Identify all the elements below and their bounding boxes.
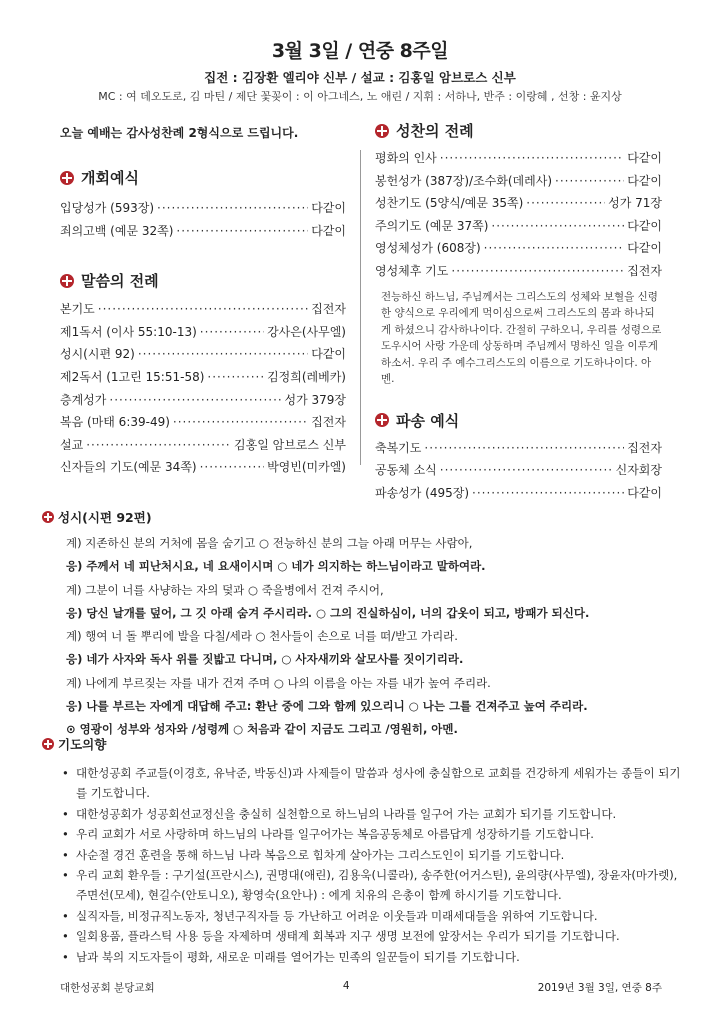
eucharist-list (375, 147, 662, 283)
verse-line: 계) 지존하신 분의 거처에 몸을 숨기고 ○ 전능하신 분의 그늘 아래 머무는 사람아, (66, 536, 473, 550)
list-item (375, 170, 662, 193)
page-title: 3월 3일 / 연중 8주일 (271, 40, 449, 62)
cross-icon (42, 511, 54, 523)
page-number: 4 (342, 980, 350, 992)
item-label: 영성체성가 (608장) (375, 241, 481, 256)
item-value: 강사은(사무엘) (267, 324, 346, 339)
item-label: 파송성가 (495장) (375, 485, 470, 500)
leader-dots (98, 298, 308, 321)
item-label: 복음 (마태 6:39-49) (60, 415, 170, 430)
psalm-section (42, 508, 682, 742)
verse-line: 계) 나에게 부르짖는 자를 내가 건져 주며 ○ 나의 이름을 아는 자를 내가 높여 주리라. (66, 675, 491, 690)
cross-icon (375, 413, 389, 427)
item-label: 공동체 소식 (375, 463, 437, 478)
verse-line: 계) 그분이 너를 사냥하는 자의 덫과 ○ 죽을병에서 건져 주시어, (66, 582, 384, 597)
list-item: • 일회용품, 플라스틱 사용 등을 자제하며 생태계 회복과 지구 생명 보전에 앞장서는 우리가 되기를 기도합니다. (60, 926, 682, 946)
intentions-list (42, 763, 682, 967)
roles-line: MC : 여 데오도로, 김 마틴 / 제단 꽃꽂이 : 이 아그네스, 노 애린 / 지휘 : 서하나, 반주 : 이랑혜 , 선창 : 윤지상 (98, 90, 622, 103)
list-item (375, 237, 662, 260)
left-column (60, 120, 346, 479)
item-label: 평화의 인사 (375, 151, 437, 165)
item-value: 다같이 (311, 201, 346, 215)
leader-dots (472, 482, 624, 505)
leader-dots (157, 197, 308, 220)
section-dismissal-heading (375, 410, 662, 431)
leader-dots (491, 215, 624, 238)
item-value: 김홍일 암브로스 신부 (234, 437, 346, 452)
list-item (375, 459, 662, 482)
list-item (60, 389, 346, 412)
leader-dots (440, 147, 624, 170)
section-heading-label: 기도의향 (58, 737, 107, 752)
item-value: 다같이 (627, 241, 662, 256)
item-value: 박영빈(미카엘) (267, 460, 346, 475)
item-value: 다같이 (627, 218, 662, 233)
item-value: 김정희(레베카) (267, 369, 346, 384)
leader-dots (555, 170, 624, 193)
footer-date: 2019년 3월 3일, 연중 8주 (537, 982, 662, 994)
item-value: 집전자 (627, 263, 662, 278)
leader-dots (109, 389, 281, 412)
item-label: 성시(시편 92) (60, 347, 135, 362)
section-heading-label: 성찬의 전례 (396, 122, 474, 140)
list-item (60, 321, 346, 344)
intentions-section (42, 735, 682, 967)
cross-icon (42, 738, 54, 750)
intentions-heading (42, 735, 682, 753)
list-item (60, 343, 346, 366)
list-item: • 우리 교회가 서로 사랑하며 하느님의 나라를 일구어가는 복음공동체로 아름답게 성장하기를 기도합니다. (60, 824, 682, 844)
item-value: 집전자 (311, 302, 346, 317)
page-footer (60, 980, 662, 995)
intro-text: 오늘 예배는 감사성찬례 2형식으로 드립니다. (60, 126, 299, 140)
leader-dots (176, 220, 308, 243)
verse-line: ⊙ 영광이 성부와 성자와 /성령께 ○ 처음과 같이 지금도 그리고 /영원히, 아멘. (66, 722, 458, 737)
list-item: • 우리 교회 환우들 : 구기설(프란시스), 권명대(애린), 김용욱(니콜라), 송주한(어거스틴), 윤의량(사무엘), 장윤자(마가렛), 주면선(모세), 현길수(안토니오), 황영숙(요안나) : 에게 치유의 은총이 함께 하시기를 기도합니다. (60, 865, 682, 906)
verse-line: 응) 주께서 네 피난처시요, 네 요새이시며 ○ 네가 의지하는 하느님이라고 말하여라. (66, 559, 486, 574)
opening-list (60, 197, 346, 242)
item-value: 집전자 (627, 440, 662, 455)
leader-dots (200, 456, 264, 479)
dismissal-list (375, 437, 662, 505)
item-label: 제2독서 (1고린 15:51-58) (60, 369, 205, 384)
list-item: • 남과 북의 지도자들이 평화, 새로운 미래를 열어가는 민족의 일꾼들이 되기를 기도합니다. (60, 947, 682, 967)
word-list (60, 298, 346, 479)
item-value: 다같이 (311, 223, 346, 238)
list-item (375, 260, 662, 283)
cross-icon (375, 124, 389, 138)
verse-line: 응) 네가 사자와 독사 위를 짓밟고 다니며, ○ 사자새끼와 살모사를 짓이기리라. (66, 652, 464, 667)
item-value: 신자회장 (615, 463, 662, 478)
list-item (60, 366, 346, 389)
section-opening-heading (60, 167, 346, 188)
list-item (375, 437, 662, 460)
section-heading-label: 파송 예식 (396, 411, 460, 430)
item-value: 다같이 (627, 485, 662, 500)
cross-icon (60, 274, 74, 288)
cross-icon (60, 171, 74, 185)
item-label: 죄의고백 (예문 32쪽) (60, 223, 174, 238)
list-item: • 대한성공회가 성공회선교정신을 충실히 실천함으로 하느님의 나라를 일구어 가는 교회가 되기를 기도합니다. (60, 804, 682, 824)
item-label: 설교 (60, 437, 84, 452)
item-value: 다같이 (627, 151, 662, 165)
item-label: 층계성가 (60, 392, 107, 407)
leader-dots (200, 321, 264, 344)
list-item (375, 482, 662, 505)
psalm-verses (42, 532, 682, 742)
item-label: 봉헌성가 (387장)/조수화(데레사) (375, 173, 553, 188)
list-item (60, 220, 346, 243)
item-value: 다같이 (627, 173, 662, 188)
leader-dots (451, 260, 624, 283)
leader-dots (424, 437, 624, 460)
column-divider (360, 150, 361, 465)
verse-line: 응) 당신 날개를 덮어, 그 깃 아래 숨겨 주시리라. ○ 그의 진실하심이, 너의 갑옷이 되고, 방패가 되신다. (66, 605, 590, 620)
item-label: 본기도 (60, 302, 95, 317)
leader-dots (86, 434, 231, 457)
section-eucharist-heading (375, 120, 662, 141)
item-label: 제1독서 (이사 55:10-13) (60, 324, 197, 339)
right-column (375, 120, 662, 504)
footer-church-name: 대한성공회 분당교회 (60, 982, 155, 994)
leader-dots (526, 192, 605, 215)
leader-dots (173, 411, 308, 434)
leader-dots (138, 343, 308, 366)
list-item: • 사순절 경건 훈련을 통해 하느님 나라 복음으로 힘차게 살아가는 그리스도인이 되기를 기도합니다. (60, 845, 682, 865)
section-word-heading (60, 270, 346, 291)
section-heading-label: 개회예식 (81, 169, 139, 187)
item-label: 주의기도 (예문 37쪽) (375, 218, 489, 233)
list-item: • 실직자들, 비정규직노동자, 청년구직자들 등 가난하고 어려운 이웃들과 미래세대들을 위하여 기도합니다. (60, 906, 682, 926)
list-item (375, 215, 662, 238)
post-communion-prayer: 전능하신 하느님, 주님께서는 그리스도의 성체와 보혈을 신령한 양식으로 우리에게 먹이심으로써 그리스도의 몸과 하나되게 하셨으니 감사하나이다. 간절히 구하오니, 우리를 성령으로 도우시어 사랑 가운데 상동하며 주님께서 명하신 일을 이루게 하소서. 우리 주 예수그리스도의 이름으로 기도하나이다. 아멘. (381, 290, 662, 386)
item-label: 축복기도 (375, 440, 422, 455)
item-label: 입당성가 (593장) (60, 201, 155, 215)
list-item (60, 197, 346, 220)
list-item (375, 192, 662, 215)
celebrant-line: 집전 : 김장환 엘리야 신부 / 설교 : 김홍일 암브로스 신부 (204, 70, 516, 85)
psalm-heading (42, 508, 682, 526)
item-value: 성가 71장 (608, 196, 662, 211)
item-label: 성찬기도 (5양식/예문 35쪽) (375, 196, 524, 211)
leader-dots (440, 459, 613, 482)
item-value: 집전자 (311, 415, 346, 430)
item-value: 성가 379장 (284, 392, 346, 407)
leader-dots (207, 366, 264, 389)
list-item (60, 434, 346, 457)
verse-line: 응) 나를 부르는 자에게 대답해 주고: 환난 중에 그와 함께 있으리니 ○ 나는 그를 건져주고 높여 주리라. (66, 699, 588, 714)
list-item: • 대한성공회 주교들(이경호, 유낙준, 박동신)과 사제들이 말씀과 성사에 충실함으로 교회를 건강하게 세워가는 종들이 되기를 기도합니다. (60, 763, 682, 804)
list-item (60, 456, 346, 479)
list-item (375, 147, 662, 170)
section-heading-label: 말씀의 전례 (81, 272, 159, 291)
section-heading-label: 성시(시편 92편) (58, 510, 152, 525)
list-item (60, 411, 346, 434)
leader-dots (484, 237, 625, 260)
list-item (60, 298, 346, 321)
verse-line: 계) 행여 너 돌 뿌리에 발을 다칠/세라 ○ 천사들이 손으로 너를 떠/받고 가리라. (66, 629, 458, 644)
item-label: 영성체후 기도 (375, 263, 449, 278)
item-label: 신자들의 기도(예문 34쪽) (60, 460, 197, 475)
item-value: 다같이 (311, 347, 346, 362)
